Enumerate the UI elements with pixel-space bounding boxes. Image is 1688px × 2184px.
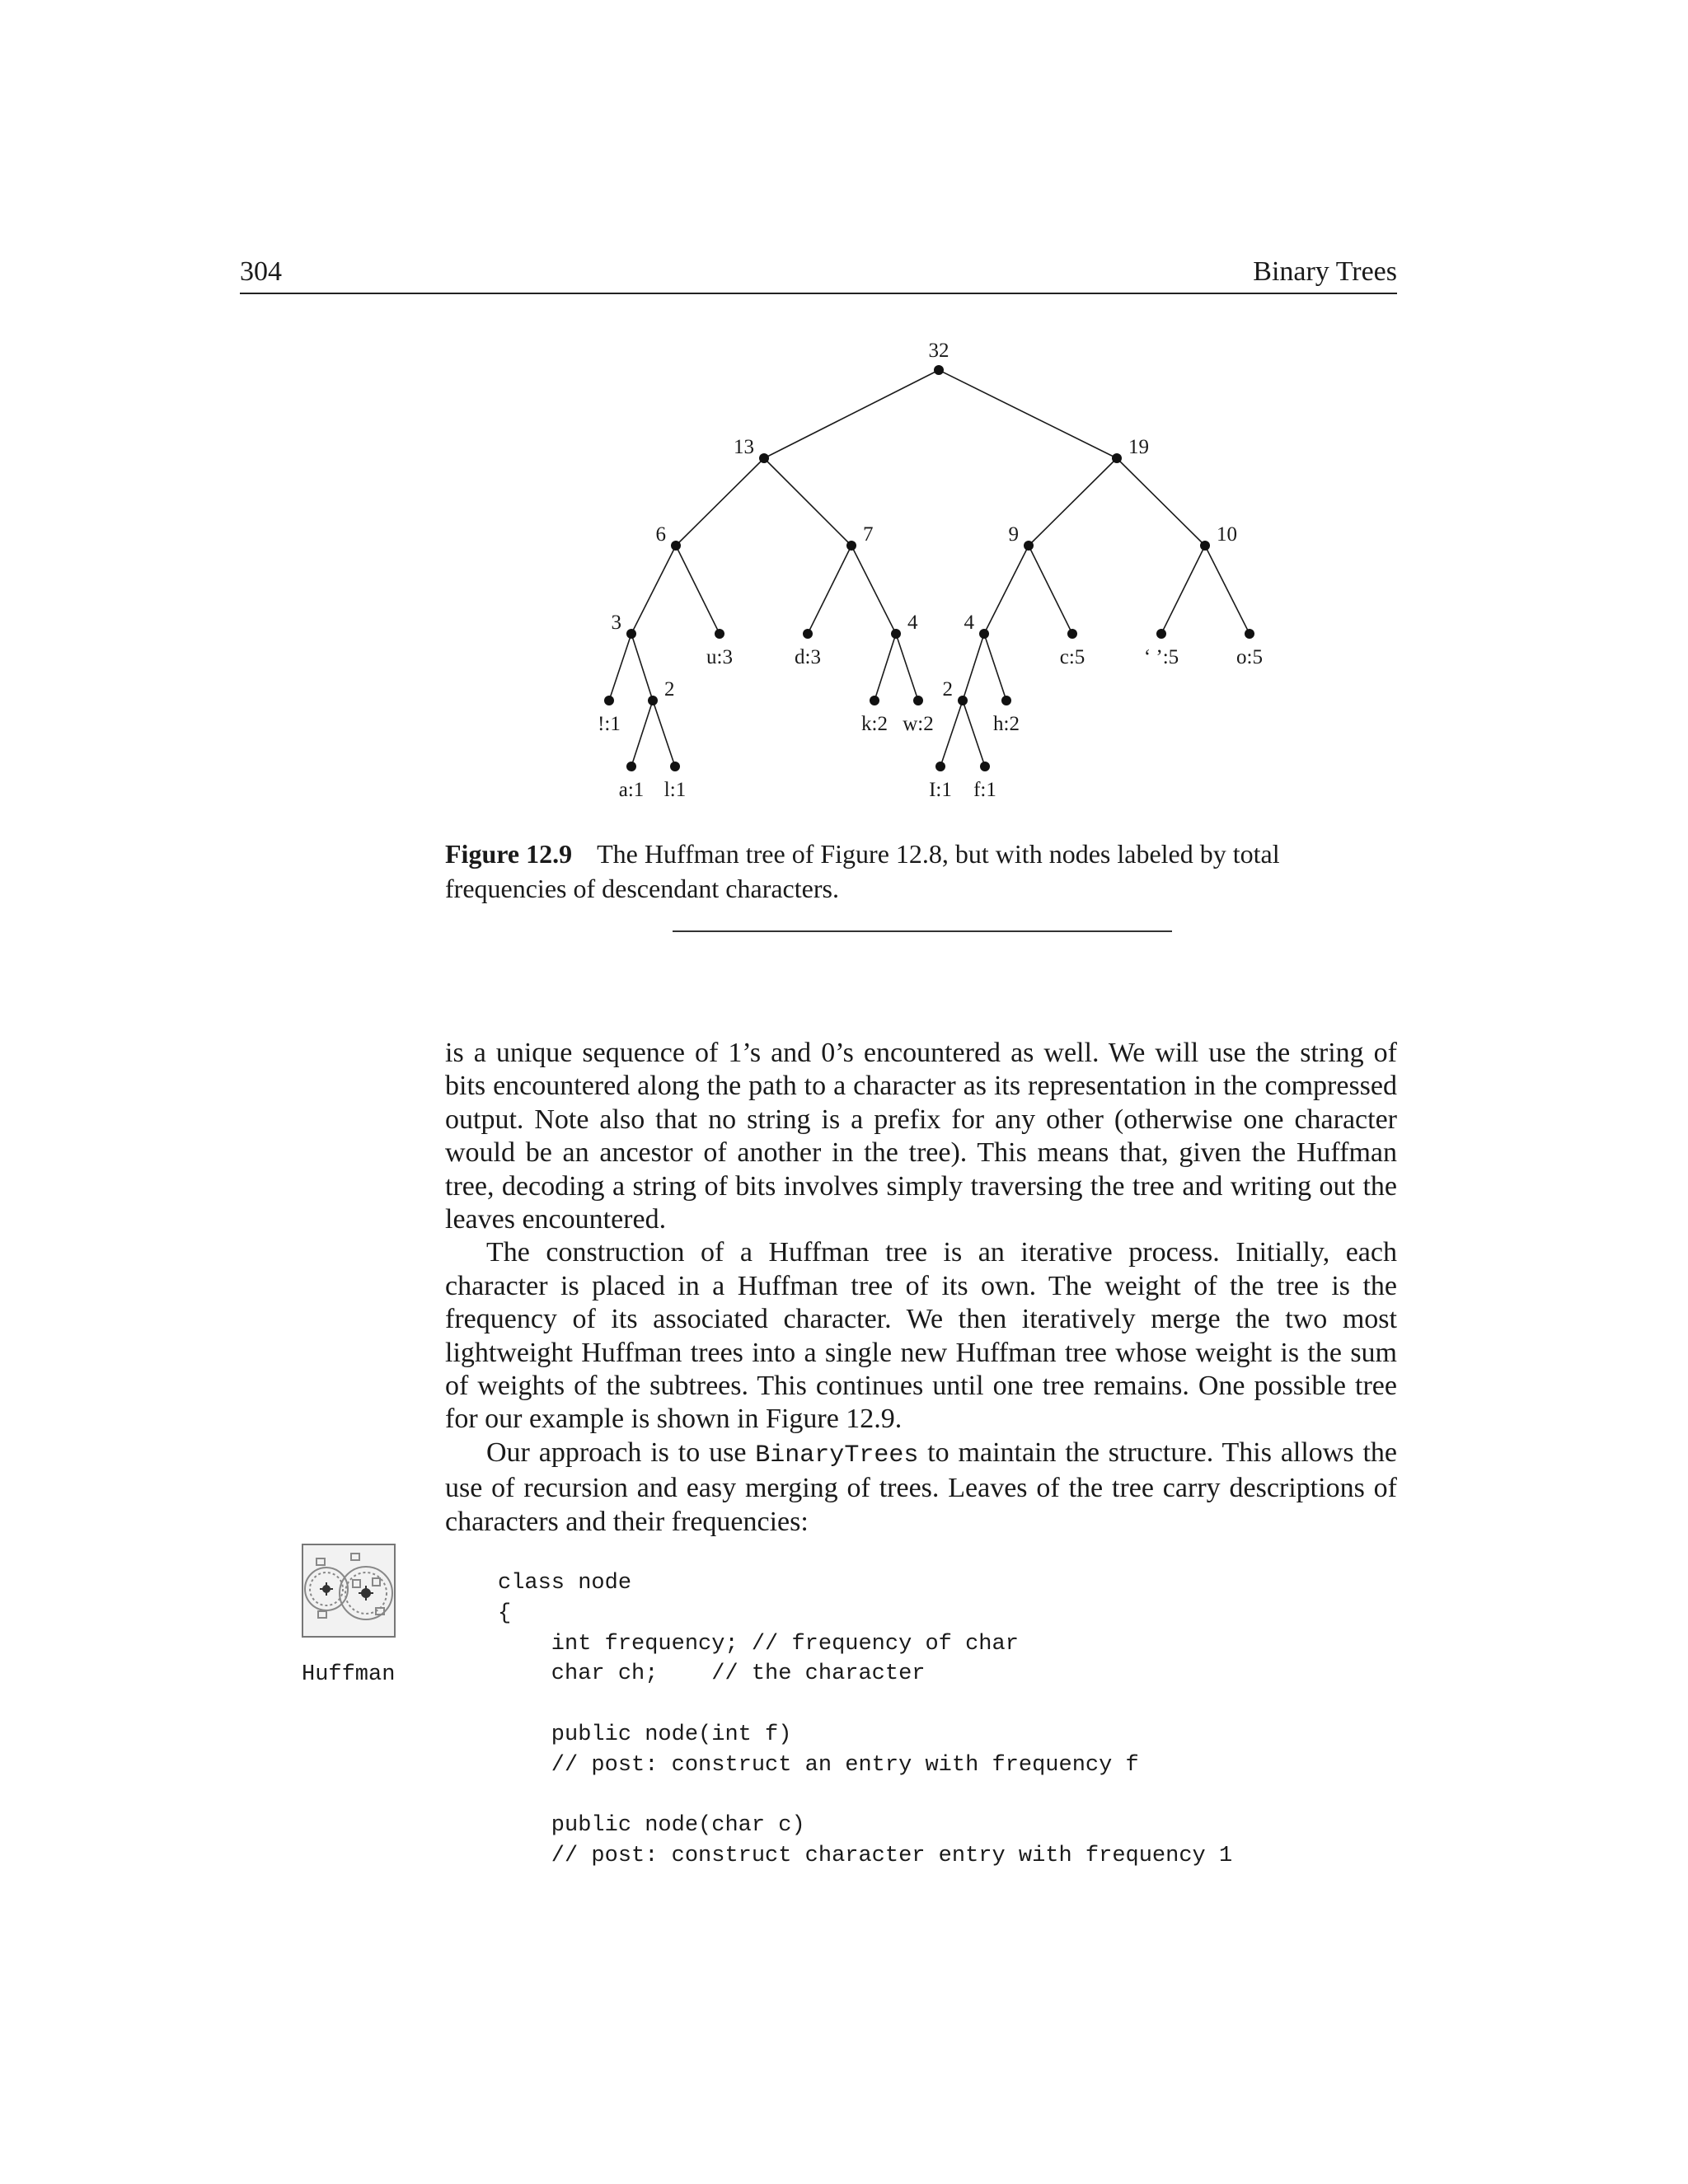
code-line: char ch; // the character	[498, 1661, 926, 1687]
tree-node-label: 19	[1128, 436, 1149, 458]
tree-node-label: 32	[928, 340, 950, 362]
tree-node-label: k:2	[861, 713, 888, 735]
tree-edge	[896, 634, 918, 701]
figure-caption-text: The Huffman tree of Figure 12.8, but with nodes labeled by total frequencies of descendant characters.	[445, 839, 1280, 903]
figure-caption	[445, 837, 1397, 906]
tree-edge	[1205, 546, 1250, 634]
tree-node-label: c:5	[1059, 646, 1085, 668]
tree-node-label: 6	[655, 523, 666, 546]
tree-node-dot	[980, 762, 990, 771]
code-line: {	[498, 1601, 512, 1626]
tree-edge	[940, 701, 963, 766]
tree-node-dot	[1067, 629, 1077, 639]
tree-node-label: u:3	[706, 646, 733, 668]
tree-node-dot	[1024, 541, 1034, 551]
paragraph-2: The construction of a Huffman tree is an iterative process. Initially, each character is placed in a Huffman tree of its own. The weight of the tree is the frequency of its associated character. We then iteratively merge the two most lightweight Huffman trees into a single new Huffman tree whose weight is the sum of weights of the subtrees. This continues until one tree remains. One possible tree for our example is shown in Figure 12.9.	[445, 1237, 1397, 1435]
tree-edge	[631, 701, 653, 766]
code-line: public node(char c)	[498, 1813, 805, 1839]
tree-node-dot	[846, 541, 856, 551]
tree-node-dot	[979, 629, 989, 639]
tree-edges	[609, 370, 1250, 766]
tree-node-label: 2	[664, 678, 675, 701]
tree-node-dot	[803, 629, 813, 639]
tree-edge	[609, 634, 631, 701]
tree-node-dot	[626, 629, 636, 639]
tree-nodes	[598, 340, 1263, 801]
tree-edge	[1029, 546, 1072, 634]
code-line: // post: construct an entry with frequency f	[498, 1752, 1139, 1778]
tree-edge	[653, 701, 675, 766]
tree-node-dot	[626, 762, 636, 771]
tree-node-dot	[648, 696, 658, 705]
tree-node-dot	[604, 696, 614, 705]
tree-node-label: w:2	[903, 713, 934, 735]
tree-node-label: f:1	[973, 779, 996, 801]
paragraph-1: is a unique sequence of 1’s and 0’s encountered as well. We will use the string of bits encountered along the path to a character as its representation in the compressed output. Note also that no string is a prefix for any other (otherwise one character would be an ancestor of another in the tree). This means that, given the Huffman tree, decoding a string of bits involves simply traversing the tree and writing out the leaves encountered.	[445, 1038, 1397, 1235]
tree-node-dot	[870, 696, 879, 705]
tree-node-label: 4	[964, 612, 974, 634]
caption-divider	[673, 930, 1172, 932]
tree-edge	[1029, 458, 1117, 546]
tree-edge	[676, 546, 720, 634]
paragraph-3-start: Our approach is to use	[486, 1436, 756, 1468]
tree-edge	[631, 634, 653, 701]
tree-edge	[764, 370, 939, 458]
tree-node-label: 4	[907, 612, 918, 634]
figure-label: Figure 12.9	[445, 839, 573, 869]
tree-edge	[1117, 458, 1205, 546]
tree-node-label: l:1	[663, 779, 687, 801]
code-line: class node	[498, 1571, 632, 1596]
tree-node-dot	[891, 629, 901, 639]
tree-node-label: h:2	[993, 713, 1020, 735]
body-text	[445, 1037, 1397, 1539]
tree-node-dot	[1245, 629, 1254, 639]
code-line	[498, 1690, 1232, 1720]
tree-node-label: !:1	[598, 713, 621, 735]
tree-node-label: a:1	[618, 779, 645, 801]
margin-label: Huffman	[302, 1662, 396, 1687]
tree-edge	[676, 458, 764, 546]
paragraph-3	[445, 1436, 1397, 1539]
tree-node-dot	[934, 365, 944, 375]
tree-edge	[874, 634, 896, 701]
tree-edge	[984, 546, 1029, 634]
tree-node-dot	[670, 762, 680, 771]
page-number: 304	[240, 256, 282, 287]
tree-node-label: 13	[734, 436, 754, 458]
code-line: // post: construct character entry with frequency 1	[498, 1844, 1233, 1869]
code-line	[498, 1781, 1232, 1811]
tree-node-dot	[759, 453, 769, 463]
tree-edge	[851, 546, 896, 634]
tree-node-dot	[935, 762, 945, 771]
tree-node-label: 3	[611, 612, 621, 634]
paragraph-3-end: to maintain the structure. This allows the use of recursion and easy merging of trees. Leaves of the tree carry descriptions of characters and their frequencies:	[445, 1436, 1397, 1537]
code-block	[498, 1568, 1232, 1872]
code-line: public node(int f)	[498, 1722, 792, 1747]
tree-edge	[939, 370, 1117, 458]
tree-edge	[764, 458, 851, 546]
tree-node-label: o:5	[1236, 646, 1263, 668]
tree-node-dot	[958, 696, 968, 705]
tree-node-label: 9	[1008, 523, 1019, 546]
tree-node-label: I:1	[929, 779, 952, 801]
tree-edge	[1161, 546, 1205, 634]
tree-edge	[963, 634, 984, 701]
gears-icon	[302, 1544, 396, 1638]
tree-node-dot	[1200, 541, 1210, 551]
tree-node-dot	[1156, 629, 1166, 639]
huffman-tree-figure	[0, 0, 1688, 824]
tree-edge	[631, 546, 676, 634]
code-line: int frequency; // frequency of char	[498, 1631, 1019, 1657]
tree-node-label: 2	[942, 678, 953, 701]
running-title: Binary Trees	[1253, 256, 1397, 287]
tree-edge	[963, 701, 985, 766]
tree-node-label: 7	[863, 523, 874, 546]
tree-node-label: ‘ ’:5	[1143, 646, 1179, 668]
tree-edge	[984, 634, 1006, 701]
tree-edge	[808, 546, 851, 634]
binarytrees-code-term: BinaryTrees	[755, 1441, 919, 1469]
tree-node-label: 10	[1217, 523, 1237, 546]
tree-node-dot	[913, 696, 923, 705]
tree-node-dot	[715, 629, 724, 639]
tree-node-dot	[1001, 696, 1011, 705]
tree-node-dot	[671, 541, 681, 551]
tree-node-label: d:3	[795, 646, 821, 668]
tree-node-dot	[1112, 453, 1122, 463]
